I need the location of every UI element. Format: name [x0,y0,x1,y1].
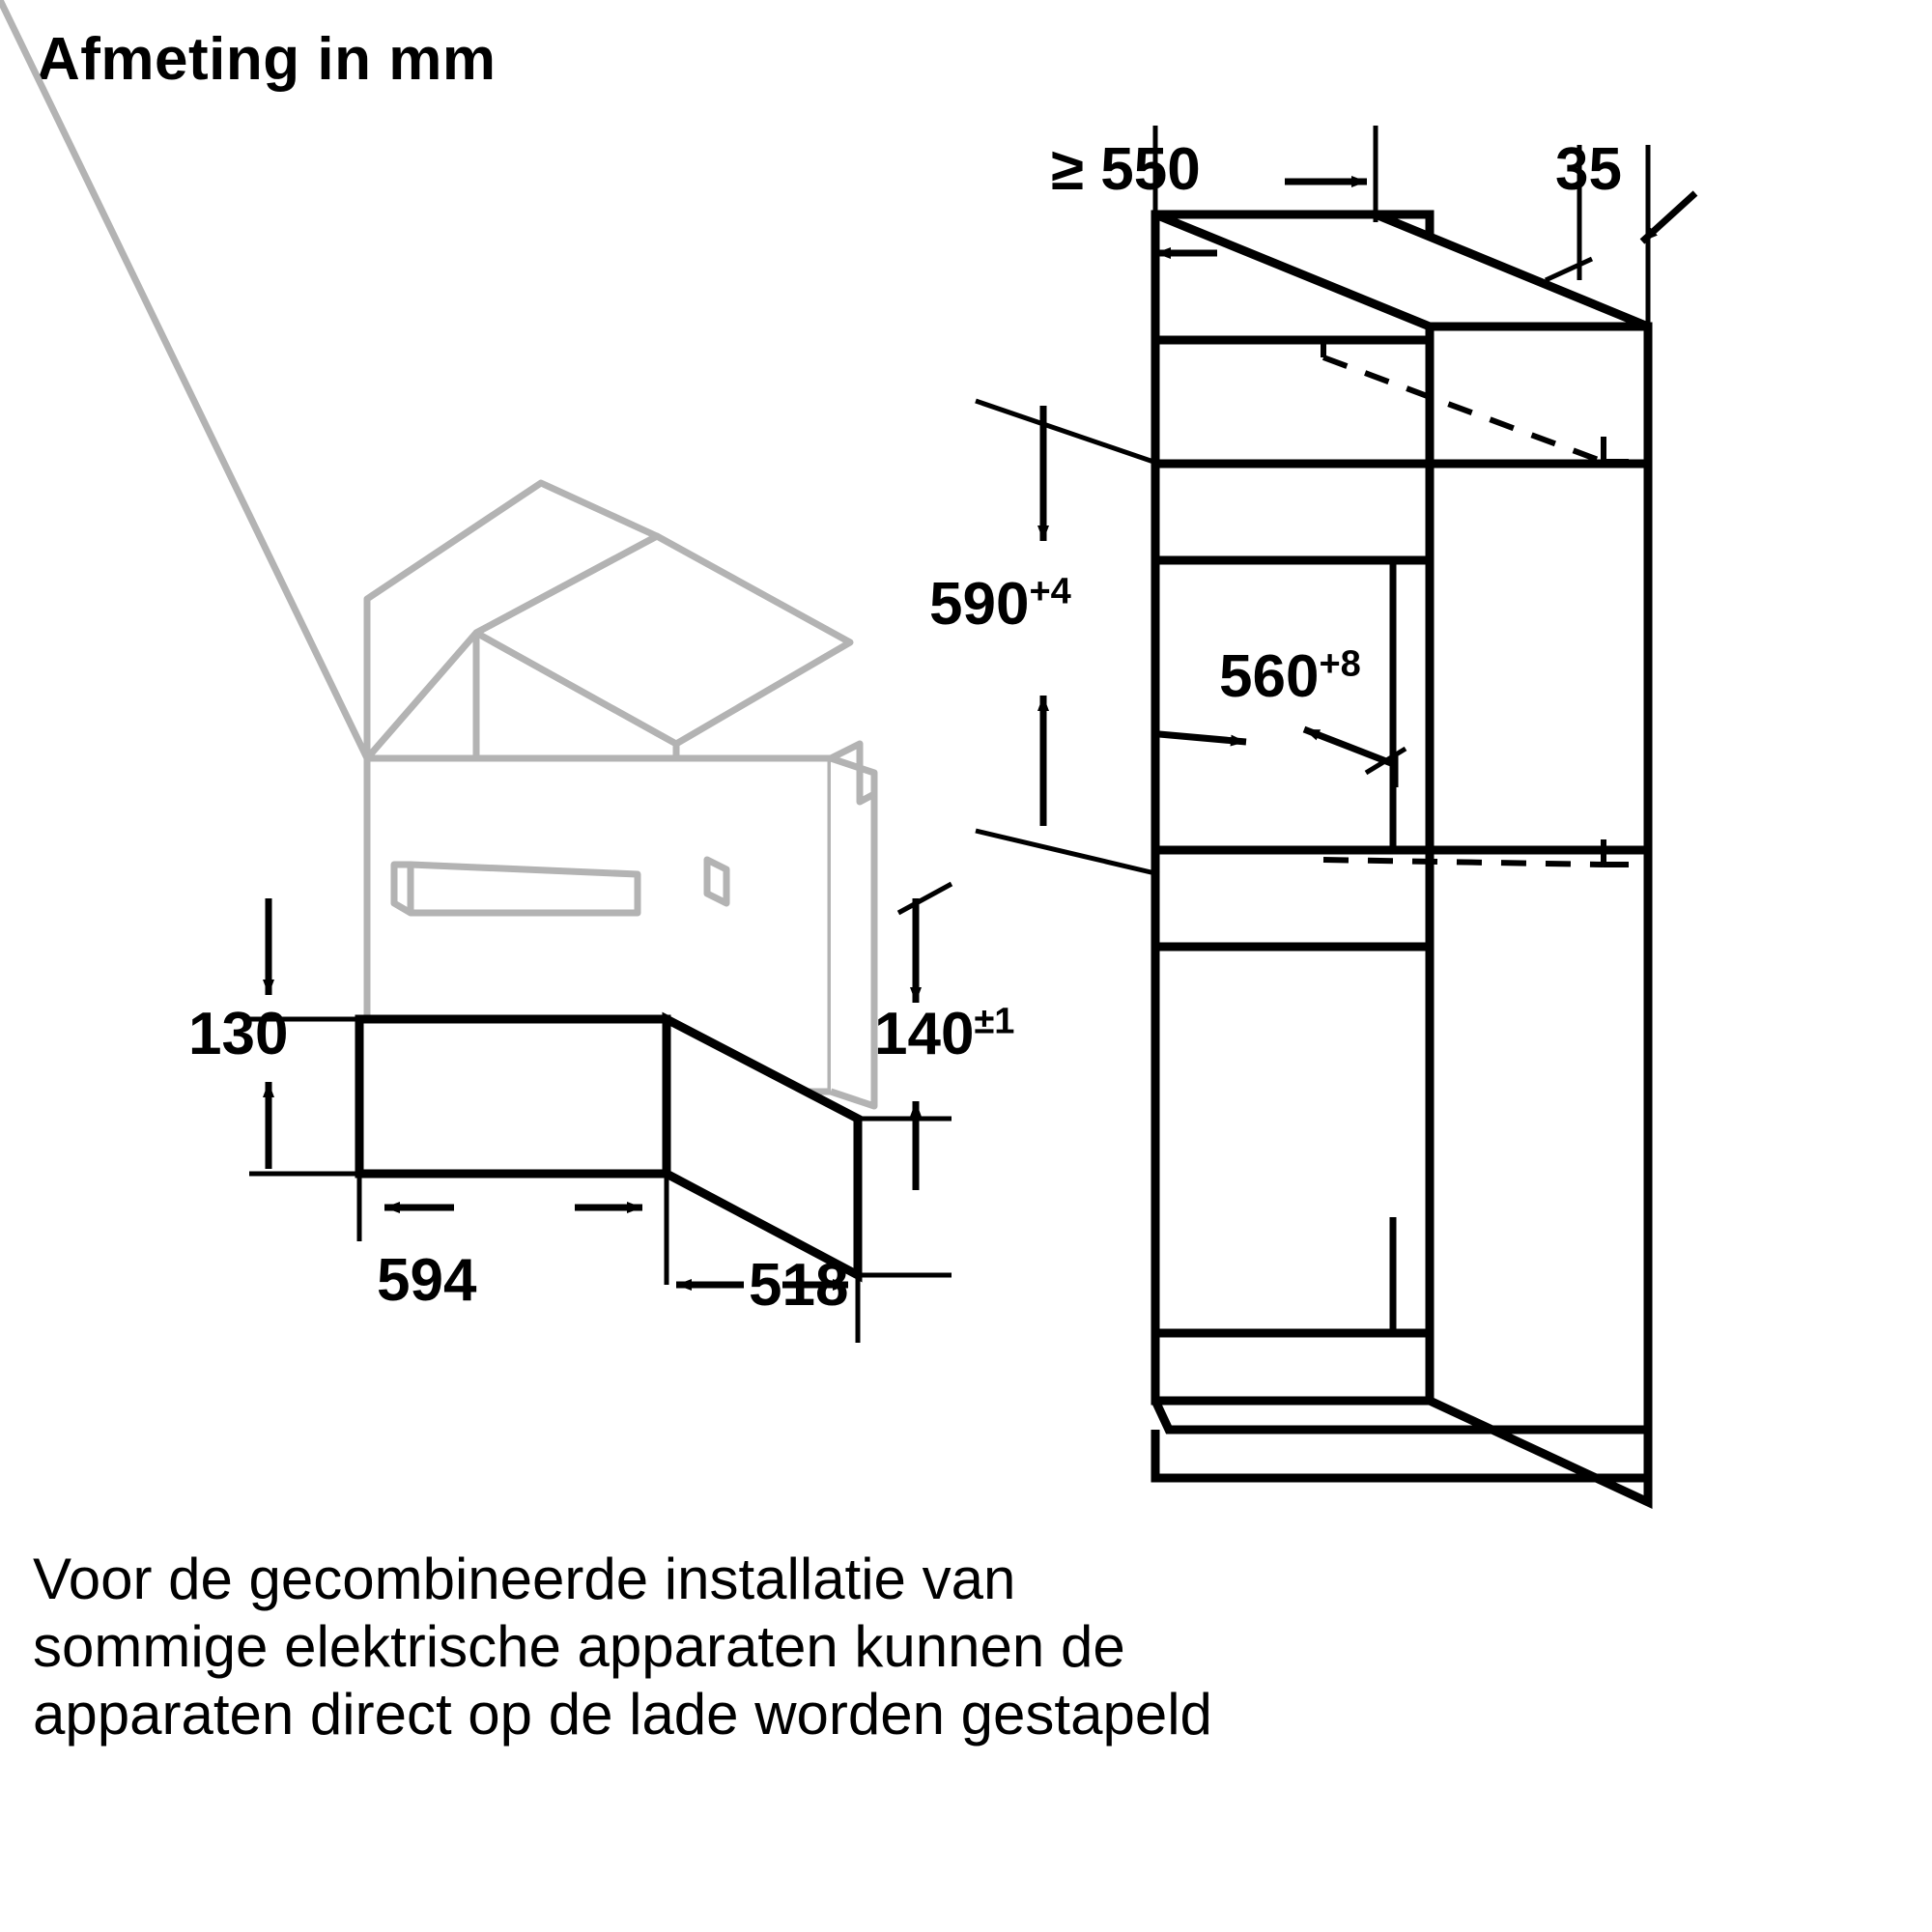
caption-line-1: Voor de gecombineerde installatie van [33,1547,1016,1611]
caption-line-3: apparaten direct op de lade worden gestapeld [33,1682,1212,1747]
appliance-drawing [0,0,874,1275]
page-title: Afmeting in mm [37,26,497,93]
dim-label-560: $560^{+8}$ [1219,643,1361,710]
dim-label-35: 35 [1555,136,1622,203]
dim-label-140: $140^{\pm 1}$ [874,1001,1015,1067]
dim-label-518: 518 [749,1252,849,1319]
caption-line-2: sommige elektrische apparaten kunnen de [33,1614,1125,1680]
dim-label-594: 594 [377,1247,477,1314]
dim-label-130: 130 [188,1001,289,1067]
cabinet-drawing [1155,214,1648,1502]
dim-label-550: ≥ 550 [1051,136,1201,203]
caption-text [33,1546,1897,1749]
dim-label-590: $590^{+4}$ [929,571,1071,638]
